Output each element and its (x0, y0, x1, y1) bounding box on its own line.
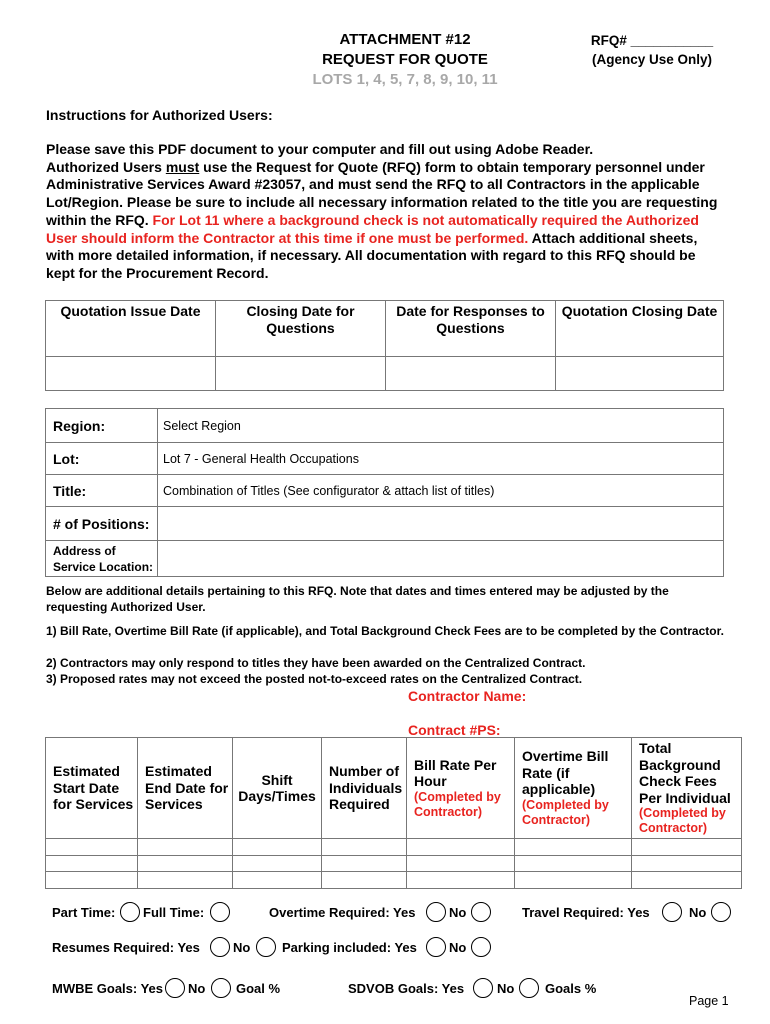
rate-cell[interactable] (322, 839, 407, 856)
agency-use-label: (Agency Use Only) (591, 52, 713, 67)
bg-fees-label: Total Background Check Fees Per Individual (639, 740, 731, 806)
instr-text-c: Attach additional sheets, with more detailed information, if necessary. All documentation with regard to this RFQ should be kept for the Procurement Record. (46, 229, 698, 281)
mwbe-goals-label: MWBE Goals: Yes (52, 981, 164, 996)
positions-field[interactable] (158, 507, 724, 541)
instr-red-note: For Lot 11 where a background check is not automatically required the Authorized User should inform the Contractor at this time if one must be performed. (46, 211, 699, 246)
parking-yes-radio[interactable] (426, 937, 446, 957)
shift-header: Shift Days/Times (233, 738, 322, 839)
contractor-name-label: Contractor Name: (408, 688, 527, 704)
mwbe-no-label: No (188, 981, 206, 996)
sdvob-yes-radio[interactable] (473, 978, 493, 998)
title-label: Title: (46, 475, 158, 507)
address-field[interactable] (158, 541, 724, 577)
travel-required-label: Travel Required: Yes (522, 905, 650, 920)
overtime-yes-radio[interactable] (426, 902, 446, 922)
bg-fees-header (632, 738, 742, 839)
rate-cell[interactable] (46, 855, 138, 872)
sdvob-goals-pct-label: Goals % (545, 981, 597, 996)
details-item-2: 2) Contractors may only respond to titles they have been awarded on the Centralized Contract. (46, 656, 586, 670)
individuals-header: Number of Individuals Required (322, 738, 407, 839)
details-item-1: 1) Bill Rate, Overtime Bill Rate (if applicable), and Total Background Check Fees are to be completed by the Contractor. (46, 624, 724, 638)
region-label: Region: (46, 409, 158, 443)
quotation-issue-date-field[interactable] (46, 357, 216, 391)
instructions-title: Instructions for Authorized Users: (46, 107, 273, 123)
quotation-issue-date-header: Quotation Issue Date (46, 301, 216, 357)
resumes-no-label: No (233, 940, 251, 955)
overtime-note: (Completed by Contractor) (522, 797, 609, 827)
table-row (46, 872, 742, 889)
lot-select[interactable]: Lot 7 - General Health Occupations (158, 443, 724, 475)
rate-cell[interactable] (515, 872, 632, 889)
rate-cell[interactable] (233, 855, 322, 872)
quotation-closing-date-field[interactable] (556, 357, 724, 391)
rfq-number-field[interactable]: RFQ# ___________ (590, 33, 714, 48)
overtime-no-radio[interactable] (471, 902, 491, 922)
form-header (280, 30, 530, 90)
rate-cell[interactable] (515, 855, 632, 872)
table-row (46, 839, 742, 856)
instructions-p1: Please save this PDF document to your computer and fill out using Adobe Reader. (46, 141, 594, 157)
responses-date-header: Date for Responses to Questions (386, 301, 556, 357)
part-time-radio[interactable] (120, 902, 140, 922)
mwbe-no-radio[interactable] (211, 978, 231, 998)
rate-cell[interactable] (138, 839, 233, 856)
resumes-no-radio[interactable] (256, 937, 276, 957)
rfq-box (582, 31, 722, 69)
rate-cell[interactable] (407, 872, 515, 889)
form-title: REQUEST FOR QUOTE (322, 51, 488, 68)
details-item-3: 3) Proposed rates may not exceed the posted not-to-exceed rates on the Centralized Contract. (46, 672, 583, 686)
closing-date-questions-header: Closing Date for Questions (216, 301, 386, 357)
rate-cell[interactable] (632, 855, 742, 872)
details-intro: Below are additional details pertaining to this RFQ. Note that dates and times entered may be adjusted by the requesting Authorized User. (46, 584, 669, 614)
instr-text-a: Authorized Users (46, 158, 166, 175)
full-time-radio[interactable] (210, 902, 230, 922)
lot-label: Lot: (46, 443, 158, 475)
rate-cell[interactable] (322, 872, 407, 889)
lots-title: LOTS 1, 4, 5, 7, 8, 9, 10, 11 (312, 71, 498, 88)
overtime-required-label: Overtime Required: Yes (269, 905, 416, 920)
region-select[interactable]: Select Region (158, 409, 724, 443)
rate-cell[interactable] (322, 855, 407, 872)
rate-cell[interactable] (138, 855, 233, 872)
quotation-closing-date-header: Quotation Closing Date (556, 301, 724, 357)
rate-cell[interactable] (233, 872, 322, 889)
title-select[interactable]: Combination of Titles (See configurator & attach list of titles) (158, 475, 724, 507)
address-label: Address of Service Location: (46, 541, 158, 577)
sdvob-goals-label: SDVOB Goals: Yes (348, 981, 465, 996)
bill-rate-header (407, 738, 515, 839)
table-row (46, 855, 742, 872)
rate-cell[interactable] (515, 839, 632, 856)
page-number: Page 1 (689, 994, 729, 1008)
rate-cell[interactable] (407, 855, 515, 872)
part-time-label: Part Time: (52, 905, 116, 920)
travel-yes-radio[interactable] (662, 902, 682, 922)
sdvob-no-label: No (497, 981, 515, 996)
parking-included-label: Parking included: Yes (282, 940, 417, 955)
instr-must: must (165, 158, 200, 175)
rate-cell[interactable] (632, 872, 742, 889)
mwbe-goal-pct-label: Goal % (236, 981, 281, 996)
mwbe-yes-radio[interactable] (165, 978, 185, 998)
resumes-yes-radio[interactable] (210, 937, 230, 957)
attachment-title: ATTACHMENT #12 (339, 31, 471, 48)
info-table (45, 408, 724, 577)
rate-cell[interactable] (46, 839, 138, 856)
rate-cell[interactable] (407, 839, 515, 856)
instructions-body (46, 141, 726, 283)
instructions-p2 (46, 159, 726, 283)
parking-no-radio[interactable] (471, 937, 491, 957)
closing-date-questions-field[interactable] (216, 357, 386, 391)
rate-cell[interactable] (632, 839, 742, 856)
sdvob-no-radio[interactable] (519, 978, 539, 998)
responses-date-field[interactable] (386, 357, 556, 391)
rate-cell[interactable] (138, 872, 233, 889)
travel-no-label: No (689, 905, 707, 920)
dates-table (45, 300, 724, 391)
bg-fees-note: (Completed by Contractor) (639, 806, 726, 835)
overtime-no-label: No (449, 905, 467, 920)
end-date-header: Estimated End Date for Services (138, 738, 233, 839)
rate-cell[interactable] (233, 839, 322, 856)
contract-ps-label: Contract #PS: (408, 722, 501, 738)
rate-cell[interactable] (46, 872, 138, 889)
bill-rate-label: Bill Rate Per Hour (414, 756, 497, 789)
overtime-label: Overtime Bill Rate (if applicable) (522, 748, 609, 798)
resumes-required-label: Resumes Required: Yes (52, 940, 200, 955)
bill-rate-note: (Completed by Contractor) (414, 789, 501, 819)
full-time-label: Full Time: (143, 905, 205, 920)
positions-label: # of Positions: (46, 507, 158, 541)
overtime-header (515, 738, 632, 839)
instr-text-b: use the Request for Quote (RFQ) form to obtain temporary personnel under Administrative Services Award #23057, and must send the RFQ to all Contractors in the applicable Lot/Region. Please be sure to include all necessary information related to the title you are requesting within the RFQ. (46, 158, 718, 228)
parking-no-label: No (449, 940, 467, 955)
start-date-header: Estimated Start Date for Services (46, 738, 138, 839)
rates-table (45, 737, 742, 889)
travel-no-radio[interactable] (711, 902, 731, 922)
